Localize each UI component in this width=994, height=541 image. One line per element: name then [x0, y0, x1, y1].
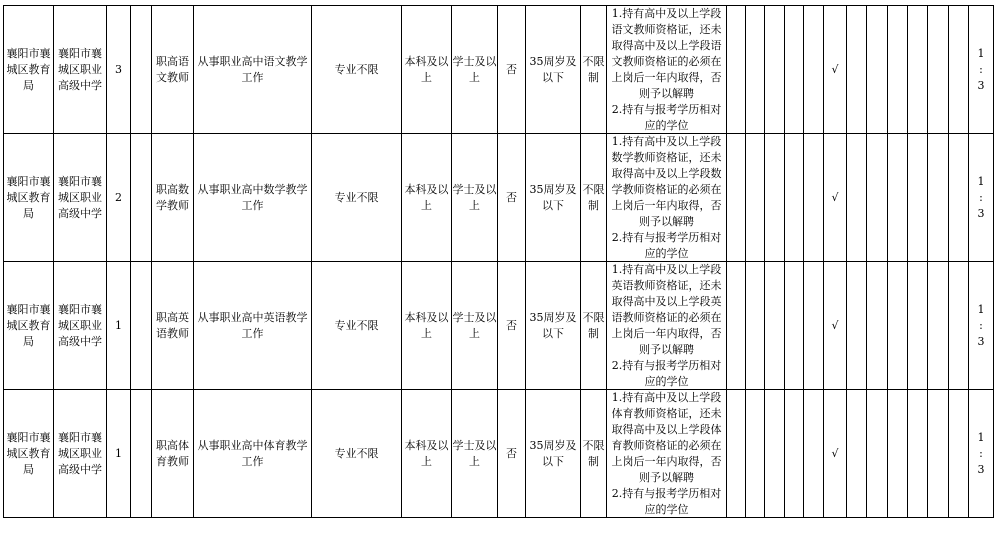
empty-cell	[908, 390, 928, 518]
major-cell: 专业不限	[312, 6, 402, 134]
requirements-cell: 1.持有高中及以上学段数学教师资格证，还未取得高中及以上学段数学教师资格证的必须在上岗后一年内取得，否则予以解聘 2.持有与报考学历相对应的学位	[607, 134, 727, 262]
empty-cell	[131, 134, 152, 262]
table-row	[4, 262, 994, 390]
empty-cell	[746, 262, 765, 390]
limit-cell: 不限制	[581, 134, 607, 262]
flag-cell: 否	[498, 6, 526, 134]
requirements-cell: 1.持有高中及以上学段语文教师资格证，还未取得高中及以上学段语文教师资格证的必须在上岗后一年内取得，否则予以解聘 2.持有与报考学历相对应的学位	[607, 6, 727, 134]
unit-cell: 襄阳市襄城区职业高级中学	[54, 390, 107, 518]
age-cell: 35周岁及以下	[526, 390, 581, 518]
empty-cell	[765, 390, 785, 518]
empty-cell	[867, 262, 888, 390]
empty-cell	[727, 6, 746, 134]
unit-cell: 襄阳市襄城区职业高级中学	[54, 262, 107, 390]
empty-cell	[949, 390, 969, 518]
ratio-cell: 1 : 3	[969, 6, 994, 134]
flag-cell: 否	[498, 134, 526, 262]
empty-cell	[765, 134, 785, 262]
education-cell: 本科及以上	[402, 134, 452, 262]
position-cell: 职高数学教师	[152, 134, 194, 262]
empty-cell	[908, 6, 928, 134]
table-row	[4, 6, 994, 134]
empty-cell	[727, 134, 746, 262]
empty-cell	[727, 390, 746, 518]
empty-cell	[785, 6, 804, 134]
education-cell: 本科及以上	[402, 6, 452, 134]
department-cell: 襄阳市襄城区教育局	[4, 390, 54, 518]
table-row	[4, 390, 994, 518]
age-cell: 35周岁及以下	[526, 262, 581, 390]
empty-cell	[888, 390, 908, 518]
requirements-cell: 1.持有高中及以上学段体育教师资格证，还未取得高中及以上学段体育教师资格证的必须在上岗后一年内取得，否则予以解聘 2.持有与报考学历相对应的学位	[607, 390, 727, 518]
empty-cell	[804, 262, 824, 390]
count-cell: 3	[107, 6, 131, 134]
empty-cell	[908, 262, 928, 390]
major-cell: 专业不限	[312, 262, 402, 390]
degree-cell: 学士及以上	[452, 134, 498, 262]
description-cell: 从事职业高中语文教学工作	[194, 6, 312, 134]
empty-cell	[888, 134, 908, 262]
limit-cell: 不限制	[581, 390, 607, 518]
empty-cell	[765, 6, 785, 134]
empty-cell	[765, 262, 785, 390]
description-cell: 从事职业高中体育教学工作	[194, 390, 312, 518]
major-cell: 专业不限	[312, 134, 402, 262]
empty-cell	[949, 262, 969, 390]
limit-cell: 不限制	[581, 262, 607, 390]
empty-cell	[727, 262, 746, 390]
empty-cell	[804, 6, 824, 134]
empty-cell	[131, 262, 152, 390]
department-cell: 襄阳市襄城区教育局	[4, 134, 54, 262]
department-cell: 襄阳市襄城区教育局	[4, 6, 54, 134]
position-cell: 职高英语教师	[152, 262, 194, 390]
unit-cell: 襄阳市襄城区职业高级中学	[54, 6, 107, 134]
empty-cell	[888, 262, 908, 390]
age-cell: 35周岁及以下	[526, 134, 581, 262]
flag-cell: 否	[498, 262, 526, 390]
major-cell: 专业不限	[312, 390, 402, 518]
ratio-cell: 1 : 3	[969, 134, 994, 262]
empty-cell	[785, 134, 804, 262]
count-cell: 1	[107, 390, 131, 518]
table-row	[4, 134, 994, 262]
department-cell: 襄阳市襄城区教育局	[4, 262, 54, 390]
position-cell: 职高语文教师	[152, 6, 194, 134]
ratio-cell: 1 : 3	[969, 262, 994, 390]
empty-cell	[928, 390, 949, 518]
ratio-cell: 1 : 3	[969, 390, 994, 518]
description-cell: 从事职业高中数学教学工作	[194, 134, 312, 262]
empty-cell	[949, 6, 969, 134]
education-cell: 本科及以上	[402, 262, 452, 390]
degree-cell: 学士及以上	[452, 6, 498, 134]
limit-cell: 不限制	[581, 6, 607, 134]
check-mark-cell: √	[824, 262, 847, 390]
empty-cell	[847, 262, 867, 390]
check-mark-cell: √	[824, 6, 847, 134]
empty-cell	[867, 6, 888, 134]
requirements-cell: 1.持有高中及以上学段英语教师资格证，还未取得高中及以上学段英语教师资格证的必须在上岗后一年内取得，否则予以解聘 2.持有与报考学历相对应的学位	[607, 262, 727, 390]
check-mark-cell: √	[824, 134, 847, 262]
empty-cell	[847, 6, 867, 134]
empty-cell	[746, 134, 765, 262]
check-mark-cell: √	[824, 390, 847, 518]
empty-cell	[928, 134, 949, 262]
empty-cell	[785, 390, 804, 518]
position-cell: 职高体育教师	[152, 390, 194, 518]
empty-cell	[847, 390, 867, 518]
empty-cell	[928, 262, 949, 390]
empty-cell	[131, 390, 152, 518]
empty-cell	[785, 262, 804, 390]
empty-cell	[867, 134, 888, 262]
empty-cell	[847, 134, 867, 262]
flag-cell: 否	[498, 390, 526, 518]
empty-cell	[746, 6, 765, 134]
empty-cell	[131, 6, 152, 134]
empty-cell	[804, 390, 824, 518]
degree-cell: 学士及以上	[452, 390, 498, 518]
description-cell: 从事职业高中英语教学工作	[194, 262, 312, 390]
empty-cell	[867, 390, 888, 518]
empty-cell	[804, 134, 824, 262]
empty-cell	[908, 134, 928, 262]
empty-cell	[888, 6, 908, 134]
unit-cell: 襄阳市襄城区职业高级中学	[54, 134, 107, 262]
age-cell: 35周岁及以下	[526, 6, 581, 134]
empty-cell	[949, 134, 969, 262]
count-cell: 2	[107, 134, 131, 262]
recruitment-table	[3, 5, 994, 518]
empty-cell	[928, 6, 949, 134]
empty-cell	[746, 390, 765, 518]
degree-cell: 学士及以上	[452, 262, 498, 390]
education-cell: 本科及以上	[402, 390, 452, 518]
count-cell: 1	[107, 262, 131, 390]
